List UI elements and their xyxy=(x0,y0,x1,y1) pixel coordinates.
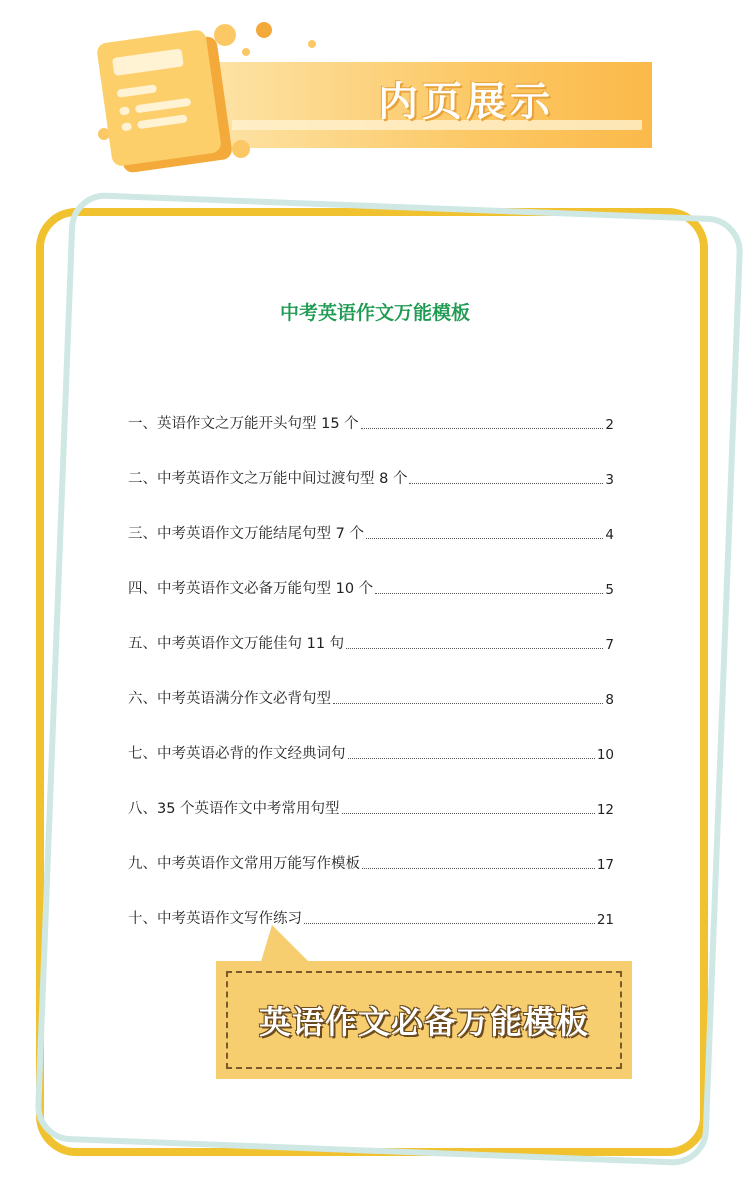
toc-page-number: 12 xyxy=(596,802,614,818)
toc-leader xyxy=(409,482,603,484)
toc-page-number: 10 xyxy=(596,747,614,763)
toc-page-number: 17 xyxy=(596,857,614,873)
toc-leader xyxy=(304,922,595,924)
toc-entry-text: 五、中考英语作文万能佳句 11 句 xyxy=(128,636,345,652)
toc-entry-text: 十、中考英语作文写作练习 xyxy=(128,911,302,927)
toc-leader xyxy=(346,647,603,649)
toc-entry-text: 一、英语作文之万能开头句型 15 个 xyxy=(128,416,359,432)
toc-leader xyxy=(361,427,604,429)
toc-leader xyxy=(342,812,595,814)
toc-entry xyxy=(128,763,614,818)
toc-entry-text: 四、中考英语作文必备万能句型 10 个 xyxy=(128,581,374,597)
toc-page-number: 3 xyxy=(605,472,614,488)
toc-entry-text: 六、中考英语满分作文必背句型 xyxy=(128,691,331,707)
document-title: 中考英语作文万能模板 xyxy=(279,302,470,324)
toc-page-number: 21 xyxy=(596,912,614,928)
decor-dot xyxy=(214,24,236,46)
toc-entry xyxy=(128,598,614,653)
toc-page-number: 2 xyxy=(605,417,614,433)
toc-leader xyxy=(366,537,603,539)
toc-leader xyxy=(333,702,603,704)
toc-entry xyxy=(128,873,614,928)
toc-entry xyxy=(128,543,614,598)
callout-tail xyxy=(260,925,312,965)
toc-page-number: 4 xyxy=(605,527,614,543)
toc-leader xyxy=(362,867,595,869)
toc-entry-text: 八、35 个英语作文中考常用句型 xyxy=(128,801,340,817)
banner-title: 内页展示 xyxy=(378,79,554,125)
toc-entry xyxy=(128,653,614,708)
toc-entry-text: 九、中考英语作文常用万能写作模板 xyxy=(128,856,360,872)
toc-entry-text: 三、中考英语作文万能结尾句型 7 个 xyxy=(128,526,364,542)
toc-leader xyxy=(375,592,603,594)
decor-dot xyxy=(242,48,250,56)
toc-entry-text: 七、中考英语必背的作文经典词句 xyxy=(128,746,346,762)
toc-page-number: 5 xyxy=(605,582,614,598)
toc-entry xyxy=(128,378,614,433)
toc-entry xyxy=(128,818,614,873)
toc-entry xyxy=(128,708,614,763)
toc-entry xyxy=(128,488,614,543)
toc-leader xyxy=(348,757,595,759)
toc-page-number: 8 xyxy=(605,692,614,708)
header-banner xyxy=(0,0,750,190)
callout-box xyxy=(216,961,632,1079)
book-icon xyxy=(96,29,222,167)
toc-entry xyxy=(128,433,614,488)
decor-dot xyxy=(232,140,250,158)
callout-label: 英语作文必备万能模板 xyxy=(226,971,622,1069)
decor-dot xyxy=(256,22,272,38)
table-of-contents xyxy=(128,378,614,928)
toc-entry-text: 二、中考英语作文之万能中间过渡句型 8 个 xyxy=(128,471,408,487)
decor-dot xyxy=(308,40,316,48)
toc-page-number: 7 xyxy=(605,637,614,653)
